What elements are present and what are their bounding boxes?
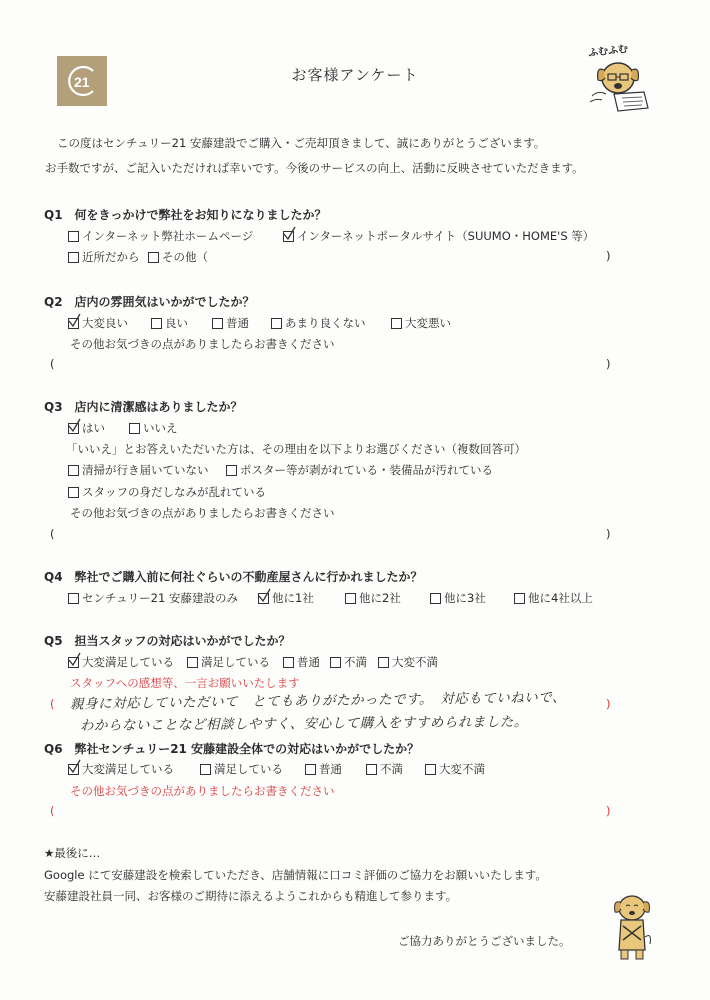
closing-line-1: Google にて安藤建設を検索していただき、店舗情報に口コミ評価のご協力をお願いいたします。 xyxy=(44,868,547,882)
checkbox[interactable] xyxy=(305,764,316,775)
q3-reason-1[interactable]: ポスター等が剥がれている・装備品が汚れている xyxy=(226,462,493,479)
q5-comment-prompt: スタッフへの感想等、一言お願いいたします xyxy=(70,676,300,690)
checkbox[interactable] xyxy=(200,764,211,775)
checkbox[interactable] xyxy=(345,593,356,604)
q2-option-2[interactable]: 普通 xyxy=(212,315,249,332)
q6-option-0[interactable]: 大変満足している xyxy=(68,761,174,778)
handwritten-check-icon xyxy=(68,313,81,328)
q5-option-1[interactable]: 満足している xyxy=(187,654,270,671)
q5-question: Q5 担当スタッフの対応はいかがでしたか？ xyxy=(44,634,291,648)
q2-open-paren: ( xyxy=(50,357,55,371)
q5-handwritten-comment-line-2: わからないことなど相談しやすく、安心して購入をすすめられました。 xyxy=(79,714,528,734)
q3-reason-2[interactable]: スタッフの身だしなみが乱れている xyxy=(68,484,266,501)
q3-followup: 「いいえ」とお答えいただいた方は、その理由を以下よりお選びください（複数回答可） xyxy=(66,442,526,456)
checkbox[interactable] xyxy=(514,593,525,604)
q3-open-paren: ( xyxy=(50,527,55,541)
q5-handwritten-comment-line-1: 親身に対応していただいて とてもありがたかったです。 対応もていねいで、 xyxy=(69,689,567,713)
checkbox[interactable] xyxy=(430,593,441,604)
q1-question: Q1 何をきっかけで弊社をお知りになりましたか？ xyxy=(44,208,327,222)
q5-option-3[interactable]: 不満 xyxy=(330,654,367,671)
checkbox[interactable] xyxy=(226,465,237,476)
checkbox[interactable] xyxy=(425,764,436,775)
q2-close-paren: ) xyxy=(606,357,611,371)
q6-option-1[interactable]: 満足している xyxy=(200,761,283,778)
checkbox[interactable] xyxy=(391,318,402,329)
q5-option-2[interactable]: 普通 xyxy=(283,654,320,671)
handwritten-check-icon xyxy=(283,226,296,241)
checkbox[interactable] xyxy=(283,657,294,668)
checkbox[interactable] xyxy=(129,423,140,434)
intro-line-2: お手数ですが、ご記入いただければ幸いです。今後のサービスの向上、活動に反映させていただきます。 xyxy=(45,161,584,175)
q4-question: Q4 弊社でご購入前に何社ぐらいの不動産屋さんに行かれましたか？ xyxy=(44,570,423,584)
q6-option-4[interactable]: 大変不満 xyxy=(425,761,485,778)
thanks-text: ご協力ありがとうございました。 xyxy=(398,934,571,948)
checkbox[interactable] xyxy=(68,487,79,498)
checkbox[interactable] xyxy=(148,252,159,263)
q2-option-4[interactable]: 大変悪い xyxy=(391,315,451,332)
q3-option-0[interactable]: はい xyxy=(68,420,105,437)
q3-close-paren: ) xyxy=(606,527,611,541)
q2-question: Q2 店内の雰囲気はいかがでしたか？ xyxy=(44,295,255,309)
q1-option-1[interactable]: インターネットポータルサイト（SUUMO・HOME'S 等） xyxy=(283,228,594,245)
checkbox-checked[interactable] xyxy=(258,593,269,604)
q1-option-0[interactable]: インターネット弊社ホームページ xyxy=(68,228,253,245)
closing-line-2: 安藤建設社員一同、お客様のご期待に添えるようこれからも精進して参ります。 xyxy=(44,889,458,903)
q5-option-4[interactable]: 大変不満 xyxy=(378,654,438,671)
dog-mascot-reading-icon xyxy=(588,56,656,114)
checkbox[interactable] xyxy=(378,657,389,668)
q6-open-paren: ( xyxy=(50,804,55,818)
q6-question: Q6 弊社センチュリー21 安藤建設全体での対応はいかがでしたか？ xyxy=(44,742,420,756)
q6-option-3[interactable]: 不満 xyxy=(366,761,403,778)
handwritten-check-icon xyxy=(68,759,81,774)
checkbox[interactable] xyxy=(271,318,282,329)
intro-line-1: この度はセンチュリー21 安藤建設でご購入・ご売却頂きまして、誠にありがとうございます。 xyxy=(57,136,546,150)
q1-option-2[interactable]: 近所だから xyxy=(68,249,140,266)
checkbox[interactable] xyxy=(366,764,377,775)
q5-close-paren: ) xyxy=(606,697,611,711)
handwritten-check-icon xyxy=(258,588,271,603)
checkbox[interactable] xyxy=(212,318,223,329)
q5-open-paren: ( xyxy=(50,697,55,711)
q4-option-3[interactable]: 他に3社 xyxy=(430,590,486,607)
q3-option-1[interactable]: いいえ xyxy=(129,420,178,437)
q6-close-paren: ) xyxy=(606,804,611,818)
checkbox[interactable] xyxy=(68,231,79,242)
checkbox[interactable] xyxy=(68,593,79,604)
q2-option-0[interactable]: 大変良い xyxy=(68,315,128,332)
handwritten-check-icon xyxy=(68,652,81,667)
q5-option-0[interactable]: 大変満足している xyxy=(68,654,174,671)
q1-option-3[interactable]: その他（ xyxy=(148,249,208,266)
q4-option-2[interactable]: 他に2社 xyxy=(345,590,401,607)
checkbox[interactable] xyxy=(187,657,198,668)
q1-close-paren: ) xyxy=(606,249,611,263)
handwritten-check-icon xyxy=(68,418,81,433)
q4-option-4[interactable]: 他に4社以上 xyxy=(514,590,593,607)
checkbox-checked[interactable] xyxy=(68,423,79,434)
closing-heading: ★最後に… xyxy=(44,846,101,860)
q3-reason-0[interactable]: 清掃が行き届いていない xyxy=(68,462,209,479)
q4-option-0[interactable]: センチュリー21 安藤建設のみ xyxy=(68,590,238,607)
dog-mascot-bowing-icon xyxy=(610,892,654,962)
q6-option-2[interactable]: 普通 xyxy=(305,761,342,778)
checkbox[interactable] xyxy=(68,465,79,476)
checkbox-checked[interactable] xyxy=(283,231,294,242)
checkbox[interactable] xyxy=(330,657,341,668)
checkbox[interactable] xyxy=(68,252,79,263)
q2-option-3[interactable]: あまり良くない xyxy=(271,315,366,332)
q4-option-1[interactable]: 他に1社 xyxy=(258,590,314,607)
logo-number: 21 xyxy=(74,74,90,90)
q2-comment-prompt: その他お気づきの点がありましたらお書きください xyxy=(70,337,335,351)
q2-option-1[interactable]: 良い xyxy=(151,315,188,332)
checkbox-checked[interactable] xyxy=(68,318,79,329)
checkbox-checked[interactable] xyxy=(68,657,79,668)
page-title: お客様アンケート xyxy=(291,66,419,84)
mascot-caption: ふむふむ xyxy=(587,43,629,60)
checkbox-checked[interactable] xyxy=(68,764,79,775)
checkbox[interactable] xyxy=(151,318,162,329)
q3-question: Q3 店内に清潔感はありましたか？ xyxy=(44,400,243,414)
q3-comment-prompt: その他お気づきの点がありましたらお書きください xyxy=(70,506,335,520)
q6-comment-prompt: その他お気づきの点がありましたらお書きください xyxy=(70,784,335,798)
